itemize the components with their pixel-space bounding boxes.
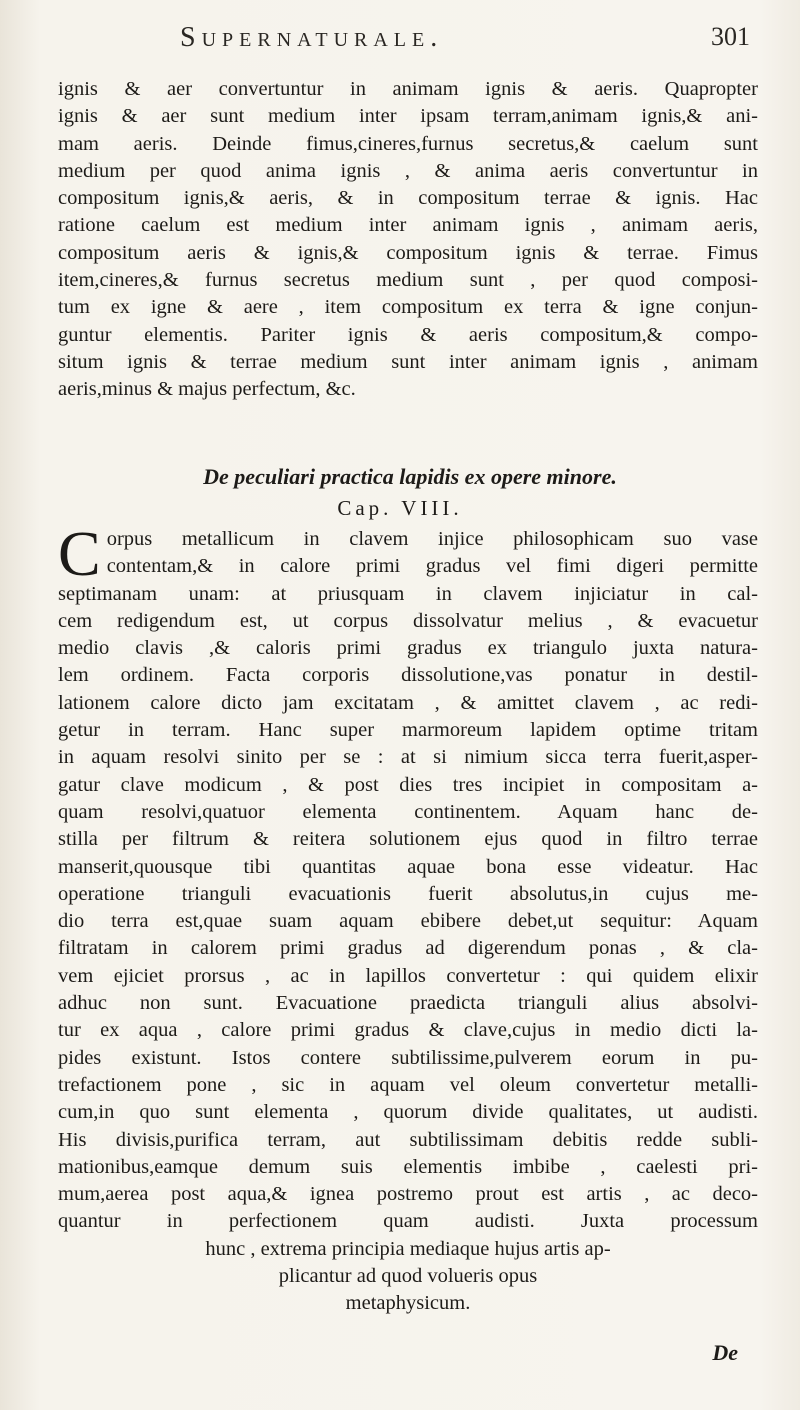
text-line: adhuc non sunt. Evacuatione praedicta trianguli alius absolvi- (58, 992, 758, 1015)
text-line: getur in terram. Hanc super marmoreum lapidem optime tritam (58, 719, 758, 742)
text-line: manserit,quousque tibi quantitas aquae bona esse videatur. Hac (58, 855, 758, 878)
text-line: ignis & aer sunt medium inter ipsam terram,animam ignis,& ani- (58, 105, 758, 128)
running-head: Supernaturale. (180, 22, 444, 53)
text-line: tum ex igne & aere , item compositum ex terra & igne conjun- (58, 296, 758, 319)
text-line: quam resolvi,quatuor elementa continentem. Aquam hanc de- (58, 800, 758, 823)
text-line: mam aeris. Deinde fimus,cineres,furnus secretus,& caelum sunt (58, 132, 758, 155)
text-line: hunc , extrema principia mediaque hujus artis ap- (205, 1237, 611, 1260)
section-heading: De peculiari practica lapidis ex opere minore. (203, 464, 617, 489)
text-line: item,cineres,& furnus secretus medium sunt , per quod composi- (58, 269, 758, 292)
text-line: medium per quod anima ignis , & anima aeris convertuntur in (58, 159, 758, 182)
text-line: gatur clave modicum , & post dies tres incipiet in compositam a- (58, 773, 758, 796)
text-line: lationem calore dicto jam excitatam , & amittet clavem , ac redi- (58, 691, 758, 714)
text-line: plicantur ad quod volueris opus (278, 1265, 538, 1288)
text-line: compositum aeris & ignis,& compositum ignis & terrae. Fimus (58, 241, 758, 264)
text-line: lem ordinem. Facta corporis dissolutione,vas ponatur in destil- (58, 664, 758, 687)
text-line: trefactionem pone , sic in aquam vel oleum convertetur metalli- (58, 1073, 758, 1096)
catchword: De (712, 1340, 738, 1365)
text-line: orpus metallicum in clavem injice philosophicam suo vase (106, 528, 758, 550)
paragraph-1 (58, 76, 758, 404)
drop-cap: C (58, 518, 101, 589)
text-line: guntur elementis. Pariter ignis & aeris compositum,& compo- (58, 323, 758, 346)
text-line: ratione caelum est medium inter animam ignis , animam aeris, (58, 214, 758, 237)
text-line: metaphysicum. (345, 1292, 471, 1315)
text-line: mum,aerea post aqua,& ignea postremo prout est artis , ac deco- (58, 1183, 758, 1206)
text-line: ignis & aer convertuntur in animam ignis & aeris. Quapropter (58, 78, 758, 100)
text-line: tur ex aqua , calore primi gradus & clave,cujus in medio dicti la- (58, 1019, 758, 1042)
chapter-label: Cap. VIII. (337, 496, 463, 520)
text-line: vem ejiciet prorsus , ac in lapillos convertetur : qui quidem elixir (58, 964, 758, 987)
text-line: pides existunt. Istos contere subtilissime,pulverem eorum in pu- (58, 1046, 758, 1069)
page-header (150, 22, 750, 62)
text-line: mationibus,eamque demum suis elementis imbibe , caelesti pri- (58, 1155, 758, 1178)
text-line: medio clavis ,& caloris primi gradus ex triangulo juxta natura- (58, 637, 758, 660)
text-line: cum,in quo sunt elementa , quorum divide qualitates, ut audisti. (58, 1101, 758, 1124)
text-line: situm ignis & terrae medium sunt inter animam ignis , animam (58, 350, 758, 373)
paragraph-2 (58, 518, 758, 1318)
text-line: aeris,minus & majus perfectum, &c. (58, 378, 356, 401)
text-line: filtratam in calorem primi gradus ad digerendum ponas , & cla- (58, 937, 758, 960)
text-line: cem redigendum est, ut corpus dissolvatur melius , & evacuetur (58, 609, 758, 632)
text-line: His divisis,purifica terram, aut subtilissimam debitis redde subli- (58, 1128, 758, 1151)
text-line: contentam,& in calore primi gradus vel fimi digeri permitte (106, 555, 758, 578)
text-line: dio terra est,quae suam aquam ebibere debet,ut sequitur: Aquam (58, 910, 758, 933)
text-line: compositum ignis,& aeris, & in compositum terrae & ignis. Hac (58, 187, 758, 210)
text-line: in aquam resolvi sinito per se : at si nimium sicca terra fuerit,asper- (58, 746, 758, 769)
text-line: septimanam unam: at priusquam in clavem injiciatur in cal- (58, 582, 758, 605)
page-number: 301 (711, 22, 750, 51)
text-line: stilla per filtrum & reitera solutionem ejus quod in filtro terrae (58, 828, 758, 851)
text-line: quantur in perfectionem quam audisti. Juxta processum (58, 1210, 758, 1233)
text-line: operatione trianguli evacuationis fuerit absolutus,in cujus me- (58, 882, 758, 905)
